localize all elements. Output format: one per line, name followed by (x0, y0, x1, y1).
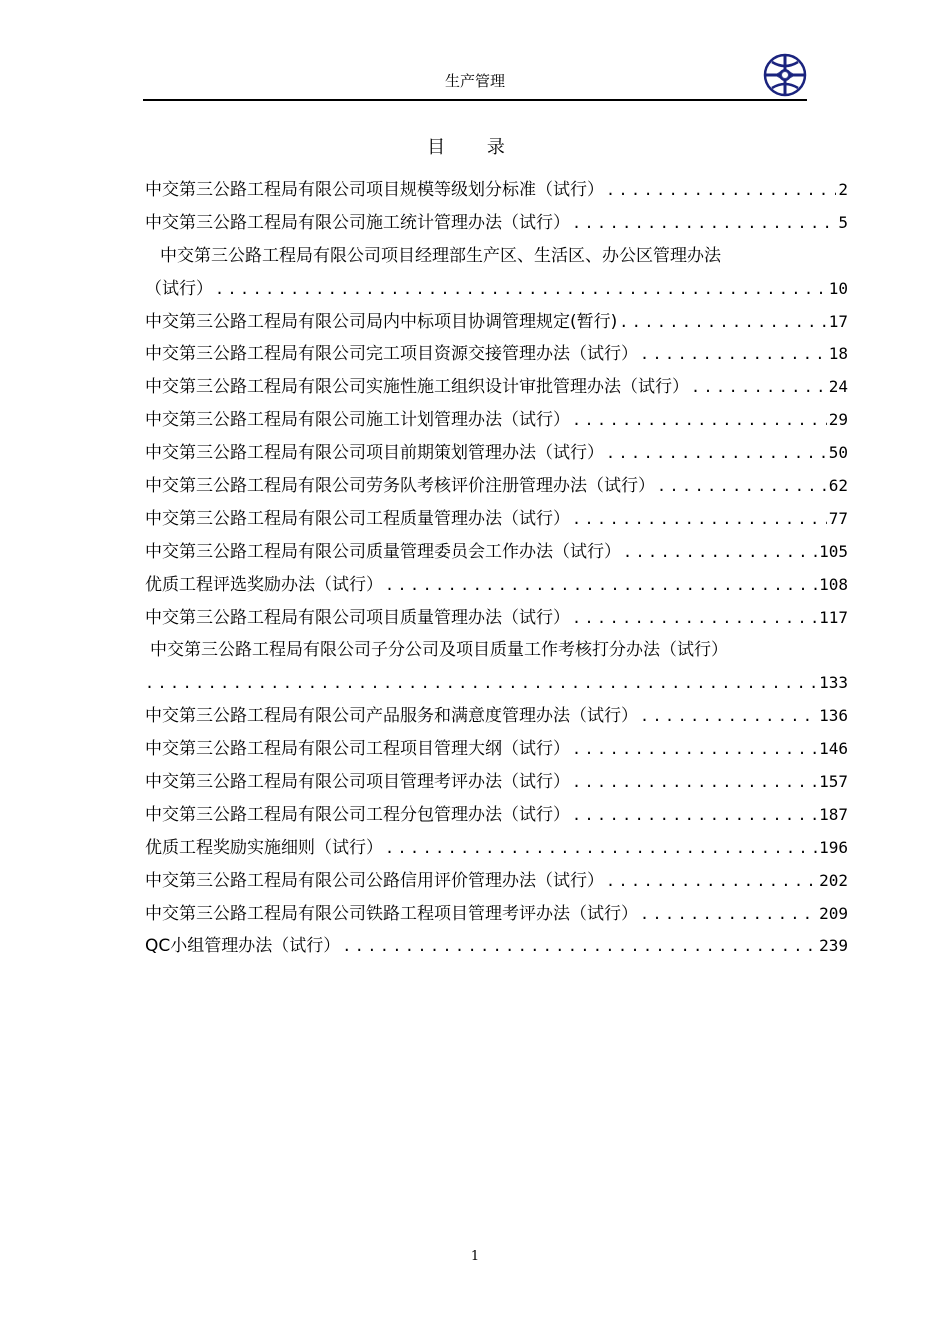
toc-entry-page: 62 (828, 476, 848, 496)
toc-leader-dots (572, 799, 817, 832)
toc-entry-page: 136 (819, 706, 848, 726)
toc-entry[interactable] (145, 273, 848, 306)
toc-entry-text: 优质工程奖励实施细则（试行） (145, 837, 383, 858)
toc-entry-page: 196 (819, 837, 848, 857)
toc-entry-text: 中交第三公路工程局有限公司项目前期策划管理办法（试行） (145, 443, 604, 464)
toc-entry[interactable] (145, 470, 848, 503)
toc-entry-text-line1[interactable]: 中交第三公路工程局有限公司项目经理部生产区、生活区、办公区管理办法 (160, 245, 721, 266)
cccc-logo-icon (762, 52, 808, 98)
toc-entry[interactable] (145, 569, 848, 602)
toc-entry-text: 中交第三公路工程局有限公司施工统计管理办法（试行） (145, 212, 570, 233)
toc-leader-dots (606, 174, 836, 207)
toc-entry[interactable] (145, 602, 848, 635)
toc-entry[interactable] (145, 733, 848, 766)
toc-entry[interactable] (145, 404, 848, 437)
page-number: 1 (470, 1249, 480, 1264)
toc-entry[interactable] (145, 898, 848, 931)
toc-entry-text: 中交第三公路工程局有限公司项目规模等级划分标准（试行） (145, 180, 604, 200)
toc-entry-text: QC小组管理办法（试行） (145, 936, 341, 957)
toc-entry-text: 中交第三公路工程局有限公司工程项目管理大纲（试行） (145, 739, 570, 760)
toc-entry[interactable] (145, 174, 848, 207)
toc-entry-text: 中交第三公路工程局有限公司施工计划管理办法（试行） (145, 410, 570, 431)
toc-entry-page: 10 (828, 278, 848, 298)
toc-entry-page: 117 (819, 607, 848, 627)
toc-entry[interactable] (145, 799, 848, 832)
toc-entry-page: 133 (819, 673, 848, 693)
toc-entry-page: 18 (828, 344, 848, 364)
toc-entry-page: 17 (828, 311, 848, 331)
toc-leader-dots (640, 700, 817, 733)
toc-leader-dots (572, 404, 827, 437)
toc-title: 目 录 (427, 137, 523, 158)
toc-entry-text: 中交第三公路工程局有限公司局内中标项目协调管理规定(暂行) (145, 311, 618, 332)
header-divider (143, 99, 807, 101)
toc-entry[interactable] (145, 832, 848, 865)
toc-entry[interactable] (145, 865, 848, 898)
toc-leader-dots (215, 273, 827, 306)
toc-entry-page: 24 (828, 377, 848, 397)
toc-entry-page: 2 (838, 180, 848, 199)
toc-entry[interactable] (145, 766, 848, 799)
toc-entry[interactable] (145, 930, 848, 963)
toc-entry-page: 108 (819, 574, 848, 594)
toc-entry-text: 中交第三公路工程局有限公司实施性施工组织设计审批管理办法（试行） (145, 377, 689, 398)
toc-entry-page: 29 (828, 410, 848, 430)
toc-entry-text-line1[interactable]: 中交第三公路工程局有限公司子分公司及项目质量工作考核打分办法（试行） (150, 640, 728, 661)
toc-entry[interactable] (145, 667, 848, 700)
toc-entry-text: 中交第三公路工程局有限公司项目管理考评办法（试行） (145, 772, 570, 793)
toc-entry[interactable] (145, 437, 848, 470)
toc-entry[interactable] (145, 503, 848, 536)
toc-entry-text: 中交第三公路工程局有限公司公路信用评价管理办法（试行） (145, 870, 604, 891)
toc-leader-dots (606, 437, 827, 470)
toc-leader-dots (640, 898, 817, 931)
toc-entry-text: 中交第三公路工程局有限公司铁路工程项目管理考评办法（试行） (145, 903, 638, 924)
toc-entry-page: 157 (819, 772, 848, 792)
toc-leader-dots (691, 371, 827, 404)
toc-entry[interactable] (145, 306, 848, 339)
toc-leader-dots (572, 503, 827, 536)
toc-entry[interactable] (145, 371, 848, 404)
toc-entry-text: 中交第三公路工程局有限公司项目质量管理办法（试行） (145, 607, 570, 628)
toc-entry-page: 209 (819, 903, 848, 923)
toc-leader-dots (145, 667, 817, 700)
toc-entry-page: 239 (819, 936, 848, 956)
toc-entry-page: 5 (838, 212, 848, 232)
toc-leader-dots (619, 306, 826, 339)
toc-entry-page: 146 (819, 739, 848, 759)
toc-entry-text: 优质工程评选奖励办法（试行） (145, 574, 383, 595)
toc-leader-dots (606, 865, 817, 898)
toc-entry-text: 中交第三公路工程局有限公司劳务队考核评价注册管理办法（试行） (145, 476, 655, 497)
toc-leader-dots (572, 207, 836, 240)
toc-entry-text: 中交第三公路工程局有限公司工程质量管理办法（试行） (145, 508, 570, 529)
header-title: 生产管理 (444, 72, 505, 90)
toc-leader-dots (342, 930, 817, 963)
toc-entry[interactable] (145, 338, 848, 371)
toc-leader-dots (572, 733, 817, 766)
toc-entry-page: 202 (819, 870, 848, 890)
toc-entry-text: 中交第三公路工程局有限公司质量管理委员会工作办法（试行） (145, 541, 621, 562)
toc-entry-page: 105 (819, 541, 848, 561)
toc-entry-text-line2: （试行） (145, 278, 213, 299)
toc-leader-dots (385, 569, 817, 602)
toc-leader-dots (572, 766, 817, 799)
toc-leader-dots (623, 536, 817, 569)
toc-entry[interactable] (145, 700, 848, 733)
toc-entry[interactable] (145, 207, 848, 240)
toc-entry-text: 中交第三公路工程局有限公司完工项目资源交接管理办法（试行） (145, 344, 638, 365)
toc-entry-page: 77 (828, 508, 848, 528)
toc-leader-dots (640, 338, 827, 371)
toc-entry-text: 中交第三公路工程局有限公司产品服务和满意度管理办法（试行） (145, 706, 638, 727)
toc-leader-dots (657, 470, 827, 503)
toc-entry-page: 50 (828, 443, 848, 463)
toc-entry-text: 中交第三公路工程局有限公司工程分包管理办法（试行） (145, 804, 570, 825)
toc-entry-page: 187 (819, 804, 848, 824)
toc-entry[interactable] (145, 536, 848, 569)
table-of-contents (145, 174, 848, 963)
toc-leader-dots (385, 832, 817, 865)
toc-leader-dots (572, 602, 817, 635)
